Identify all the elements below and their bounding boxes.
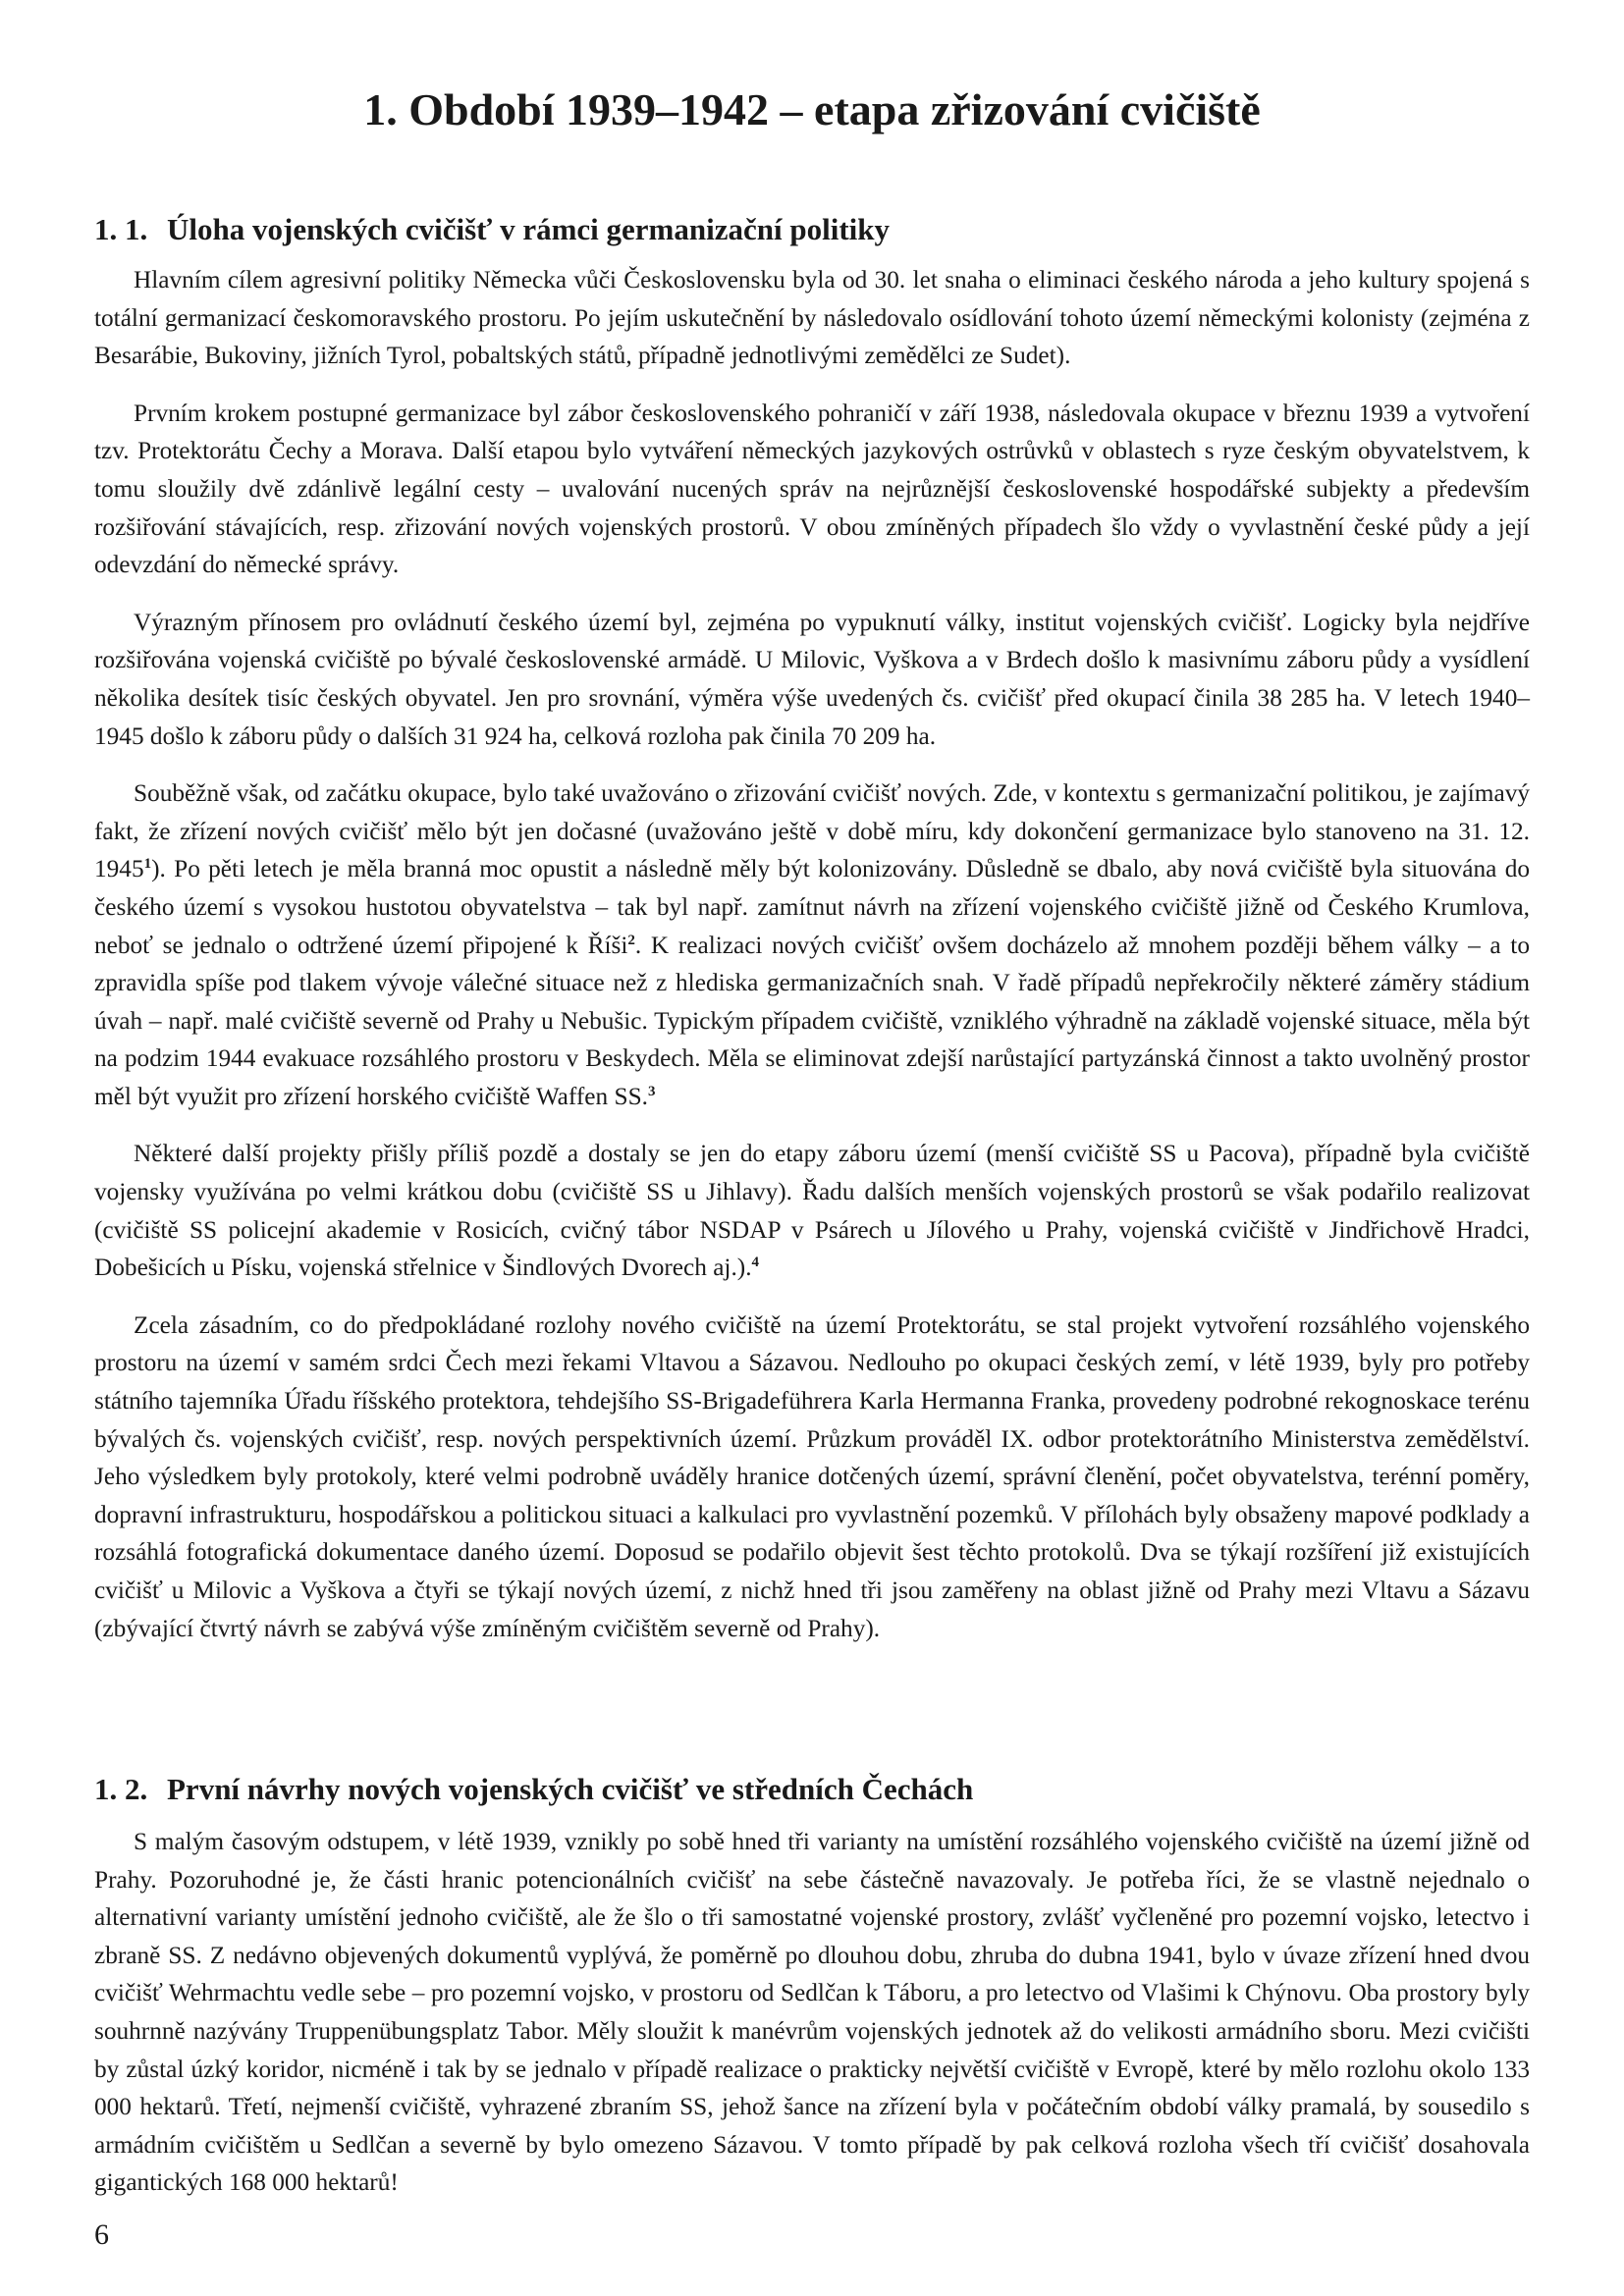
page-number: 6 [94,2218,109,2251]
paragraph: Prvním krokem postupné germanizace byl zábor československého pohraničí v září 1938, následovala okupace v březnu 1939 a vytvoření tzv. Protektorátu Čechy a Morava. Další etapou bylo vytváření německých jazykových ostrůvků v oblastech s ryze českým obyvatelstvem, k tomu sloužily dvě zdánlivě legální cesty – uvalování nucených správ na nejrůznější československé hospodářské subjekty a především rozšiřování stávajících, resp. zřizování nových vojenských prostorů. V obou zmíněných případech šlo vždy o vyvlastnění české půdy a její odevzdání do německé správy. [94,399,1530,579]
paragraph: Hlavním cílem agresivní politiky Německa vůči Československu byla od 30. let snaha o eliminaci českého národa a jeho kultury spojená s totální germanizací českomoravského prostoru. Po jejím uskutečnění by následovalo osídlování tohoto území německými kolonisty (zejména z Besarábie, Bukoviny, jižních Tyrol, pobaltských států, případně jednotlivými zemědělci ze Sudet). [94,266,1530,370]
paragraph: Výrazným přínosem pro ovládnutí českého území byl, zejména po vypuknutí války, institut vojenských cvičišť. Logicky byla nejdříve rozšiřována vojenská cvičiště po bývalé československé armádě. U Milovic, Vyškova a v Brdech došlo k masivnímu záboru půdy a vysídlení několika desítek tisíc českých obyvatel. Jen pro srovnání, výměra výše uvedených čs. cvičišť před okupací činila 38 285 ha. V letech 1940–1945 došlo k záboru půdy o dalších 31 924 ha, celková rozloha pak činila 70 209 ha. [94,608,1530,750]
section-number: 1. 1. [94,212,148,246]
section-1-1-body [94,261,1530,1667]
footnote-marker[interactable]: 2 [627,932,635,948]
paragraph: Souběžně však, od začátku okupace, bylo také uvažováno o zřizování cvičišť nových. Zde, v kontextu s germanizační politikou, je zajímavý fakt, že zřízení nových cvičišť mělo být jen dočasné (uvažováno ještě v době míru, kdy dokončení germanizace bylo stanoveno na 31. 12. 1945$^1$). Po pěti letech je měla branná moc opustit a následně měly být kolonizovány. Důsledně se dbalo, aby nová cvičiště byla situována do českého území s vysokou hustotou obyvatelstva – tak byl např. zamítnut návrh na zřízení vojenského cvičiště jižně od Českého Krumlova, neboť se jednalo o odtržené území připojené k Říši$^2$. K realizaci nových cvičišť ovšem docházelo až mnohem později během války – a to zpravidla spíše pod tlakem vývoje válečné situace než z hlediska germanizačních snah. V řadě případů nepřekročily některé záměry stádium úvah – např. malé cvičiště severně od Prahy u Nebušic. Typickým případem cvičiště, vzniklého výhradně na základě vojenské situace, měla být na podzim 1944 evakuace rozsáhlého prostoru v Beskydech. Měla se eliminovat zdejší narůstající partyzánská činnost a takto uvolněný prostor měl být využit pro zřízení horského cvičiště Waffen SS.$^3$ [94,779,1530,1110]
paragraph: Některé další projekty přišly příliš pozdě a dostaly se jen do etapy záboru území (menší cvičiště SS u Pacova), případně byla cvičiště vojensky využívána po velmi krátkou dobu (cvičiště SS u Jihlavy). Řadu dalších menších vojenských prostorů se však podařilo realizovat (cvičiště SS policejní akademie v Rosicích, cvičný tábor NSDAP v Psárech u Jílového u Prahy, vojenská cvičiště v Jindřichově Hradci, Dobešicích u Písku, vojenská střelnice v Šindlových Dvorech aj.).$^4$ [94,1140,1530,1282]
section-number: 1. 2. [94,1772,148,1806]
paragraph: S malým časovým odstupem, v létě 1939, vznikly po sobě hned tři varianty na umístění rozsáhlého vojenského cvičiště na území jižně od Prahy. Pozoruhodné je, že části hranic potencionálních cvičišť na sebe částečně navazovaly. Je potřeba říci, že se vlastně nejednalo o alternativní varianty umístění jednoho cvičiště, ale že šlo o tři samostatné vojenské prostory, zvlášť vyčleněné pro pozemní vojsko, letectvo i zbraně SS. Z nedávno objevených dokumentů vyplývá, že poměrně po dlouhou dobu, zhruba do dubna 1941, bylo v úvaze zřízení hned dvou cvičišť Wehrmachtu vedle sebe – pro pozemní vojsko, v prostoru od Sedlčan k Táboru, a pro letectvo od Vlašimi k Chýnovu. Oba prostory byly souhrnně nazývány Truppenübungsplatz Tabor. Měly sloužit k manévrům vojenských jednotek až do velikosti armádního sboru. Mezi cvičišti by zůstal úzký koridor, nicméně i tak by se jednalo v případě realizace o prakticky největší cvičiště v Evropě, které by mělo rozlohu okolo 133 000 hektarů. Třetí, nejmenší cvičiště, vyhrazené zbraním SS, jehož šance na zřízení byla v počátečním období války pramalá, by sousedilo s armádním cvičištěm u Sedlčan a severně by bylo omezeno Sázavou. V tomto případě by pak celková rozloha všech tří cvičišť dosahovala gigantických 168 000 hektarů! [94,1828,1530,2197]
footnote-marker[interactable]: 1 [143,856,152,873]
chapter-title: 1. Období 1939–1942 – etapa zřizování cvičiště [363,84,1261,134]
section-title: Úloha vojenských cvičišť v rámci germanizační politiky [167,212,890,246]
footnote-marker[interactable]: 3 [647,1083,656,1099]
footnote-marker[interactable]: 4 [751,1255,760,1271]
section-1-2-body [94,1823,1530,2221]
section-title: První návrhy nových vojenských cvičišť ve středních Čechách [167,1772,974,1806]
paragraph: Zcela zásadním, co do předpokládané rozlohy nového cvičiště na území Protektorátu, se stal projekt vytvoření rozsáhlého vojenského prostoru na území v samém srdci Čech mezi řekami Vltavou a Sázavou. Nedlouho po okupaci českých zemí, v létě 1939, byly pro potřeby státního tajemníka Úřadu říšského protektora, tehdejšího SS-Brigadeführera Karla Hermanna Franka, provedeny podrobné rekognoskace terénu bývalých čs. vojenských cvičišť, resp. nových perspektivních území. Průzkum prováděl IX. odbor protektorátního Ministerstva zemědělství. Jeho výsledkem byly protokoly, které velmi podrobně uváděly hranice dotčených území, správní členění, počet obyvatelstva, terénní poměry, dopravní infrastrukturu, hospodářskou a politickou situaci a kalkulaci pro vyvlastnění pozemků. V přílohách byly obsaženy mapové podklady a rozsáhlá fotografická dokumentace daného území. Doposud se podařilo objevit šest těchto protokolů. Dva se týkají rozšíření již existujících cvičišť u Milovic a Vyškova a čtyři se týkají nových území, z nichž hned tři jsou zaměřeny na oblast jižně od Prahy mezi Vltavu a Sázavu (zbývající čtvrtý návrh se zabývá výše zmíněným cvičištěm severně od Prahy). [94,1310,1530,1642]
section-heading-1-2 [94,1770,1469,1809]
section-heading-1-1 [94,210,1469,249]
